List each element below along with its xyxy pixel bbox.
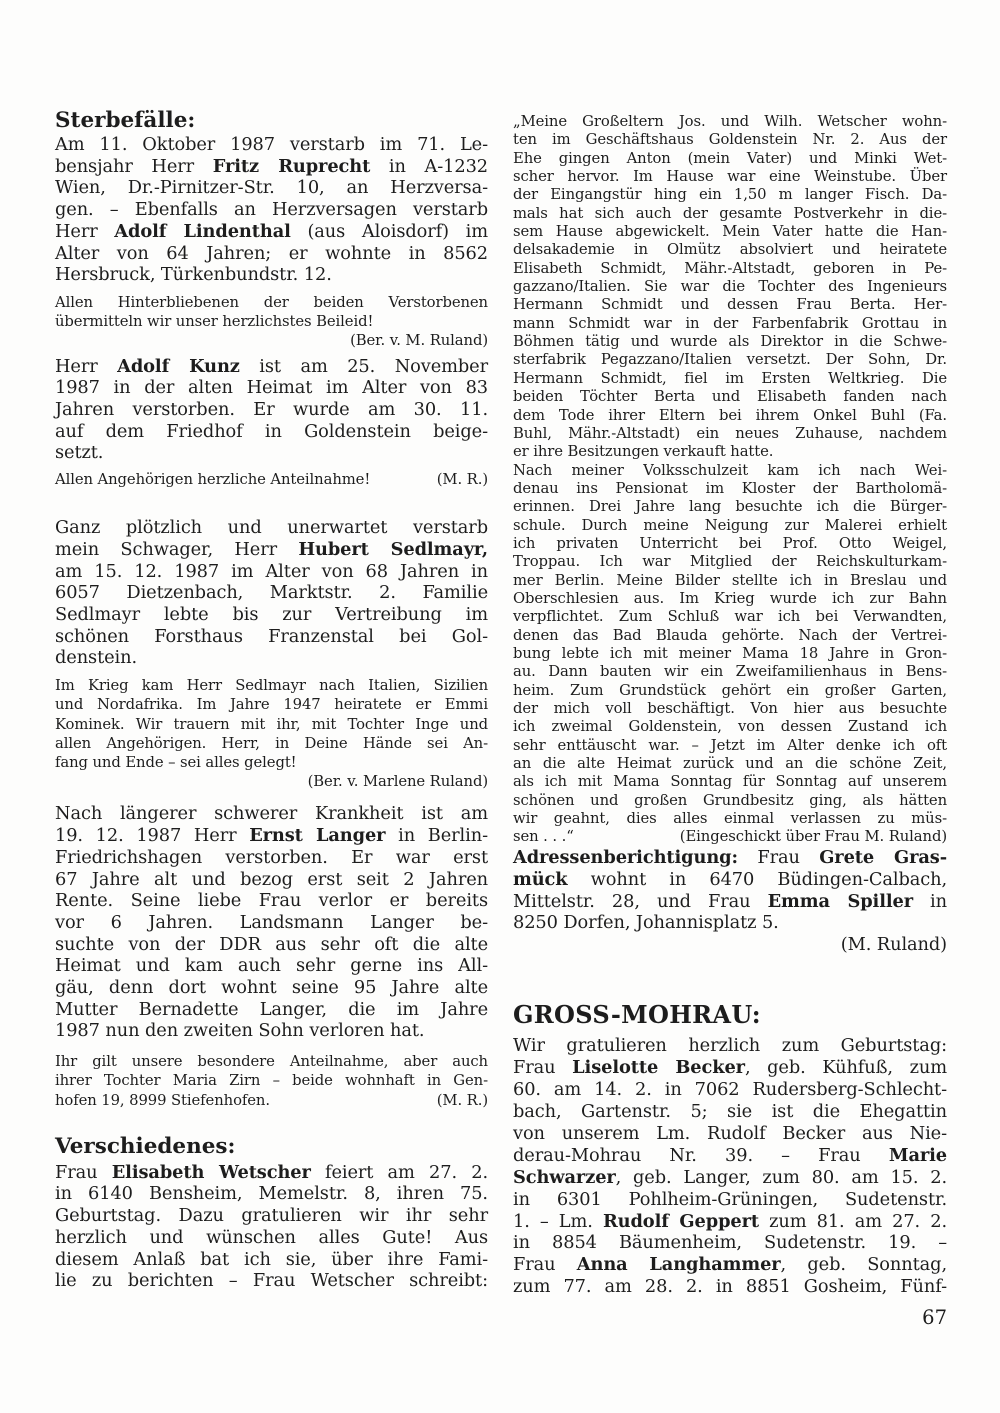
text-line: Allen Hinterbliebenen der beiden Verstorbenen bbox=[55, 293, 488, 311]
sterbefaelle-heading: Sterbefälle: bbox=[55, 108, 196, 133]
text-line bbox=[55, 1091, 488, 1110]
text-line: Im Krieg kam Herr Sedlmayr nach Italien, Sizilien bbox=[55, 677, 488, 695]
line-citation: (Eingeschickt über Frau M. Ruland) bbox=[679, 828, 947, 846]
line-text: Allen Angehörigen herzliche Anteilnahme! bbox=[55, 471, 371, 489]
text-line: dem Tode ihrer Eltern bei ihrem Onkel Buhl (Fa. bbox=[513, 406, 947, 424]
text-line: Alter von 64 Jahren; er wohnte in 8562 bbox=[55, 242, 488, 264]
text-line: denau ins Pensionat im Kloster der Bartholomä- bbox=[513, 479, 947, 497]
text-line: gen. – Ebenfalls an Herzversagen verstarb bbox=[55, 199, 488, 221]
text-line: heim. Zum Grundstück gehört ein großer Garten, bbox=[513, 681, 947, 699]
text-line: Herr Adolf Kunz ist am 25. November bbox=[55, 355, 489, 377]
text-line bbox=[55, 470, 488, 489]
text-line: denstein. bbox=[55, 647, 138, 669]
text-line: schule. Durch meine Neigung zur Malerei erhielt bbox=[513, 516, 947, 534]
obituary-ruprecht-lindenthal bbox=[55, 134, 488, 286]
text-line: herzlich und wünschen alles Gute! Aus bbox=[55, 1226, 488, 1248]
text-line: bensjahr Herr Fritz Ruprecht in A-1232 bbox=[55, 155, 489, 177]
text-line: in 8854 Bäumenheim, Sudetenstr. 19. – bbox=[513, 1232, 947, 1254]
text-line: wir geahnt, dies alles einmal verlassen zu müs- bbox=[513, 810, 947, 828]
obituary-sedlmayr bbox=[55, 517, 488, 669]
text-line: (Ber. v. M. Ruland) bbox=[350, 332, 488, 350]
address-correction-paragraph bbox=[513, 847, 947, 957]
text-line: au. Dann bauten wir ein Zweifamilienhaus in Bens- bbox=[513, 663, 947, 681]
text-line: er ihre Besitzungen verkauft hatte. bbox=[513, 443, 774, 461]
text-line: Troppau. Ich war Mitglied der Reichskulturkam- bbox=[513, 553, 947, 571]
text-line: Frau Anna Langhammer, geb. Sonntag, bbox=[513, 1254, 947, 1276]
text-line: delsakademie in Olmütz absolviert und heiratete bbox=[513, 241, 947, 259]
text-line: derau-Mohrau Nr. 39. – Frau Marie bbox=[513, 1144, 947, 1166]
text-line: 1987 in der alten Heimat im Alter von 83 bbox=[55, 377, 488, 399]
wetscher-birthday-paragraph bbox=[55, 1162, 488, 1292]
text-line: zum 77. am 28. 2. in 8851 Gosheim, Fünf- bbox=[513, 1276, 947, 1298]
text-line: Wien, Dr.-Pirnitzer-Str. 10, an Herzversa- bbox=[55, 177, 488, 199]
text-line: gäu, denn dort wohnt seine 95 Jahre alte bbox=[55, 977, 488, 999]
line-text: hofen 19, 8999 Stiefenhofen. bbox=[55, 1091, 270, 1109]
text-line: Ehe gingen Anton (mein Vater) und Minki Wet- bbox=[513, 149, 947, 167]
text-line: scher hervor. Im Hause war eine Weinstube. Über bbox=[513, 168, 947, 186]
text-line: Ihr gilt unsere besondere Anteilnahme, aber auch bbox=[55, 1053, 488, 1071]
text-line: fang und Ende – sei alles gelegt! bbox=[55, 753, 297, 771]
text-line: Geburtstag. Dazu gratulieren wir ihr sehr bbox=[55, 1205, 488, 1227]
condolence-note-kunz bbox=[55, 470, 488, 489]
text-line: (M. Ruland) bbox=[840, 934, 947, 956]
text-line: Frau Elisabeth Wetscher feiert am 27. 2. bbox=[55, 1161, 488, 1183]
text-line: Oberschlesien aus. Im Krieg wurde ich zur Bahn bbox=[513, 589, 947, 607]
text-line: Friedrichshagen verstorben. Er war erst bbox=[55, 846, 488, 868]
gross-mohrau-birthday-paragraph bbox=[513, 1035, 947, 1298]
wetscher-letter-quote bbox=[513, 113, 947, 847]
text-line: schönen Forsthaus Franzenstal bei Gol- bbox=[55, 625, 488, 647]
text-line: Hermann Schmidt und dessen Frau Berta. Her- bbox=[513, 296, 947, 314]
text-line: sehr enttäuscht war. – Jetzt im Alter denke ich oft bbox=[513, 736, 947, 754]
text-line: auf dem Friedhof in Goldenstein beige- bbox=[55, 420, 488, 442]
text-line: Ganz plötzlich und unerwartet verstarb bbox=[55, 517, 488, 539]
condolence-note-ruland bbox=[55, 293, 488, 351]
text-line: 67 Jahre alt und bezog erst seit 2 Jahren bbox=[55, 868, 488, 890]
text-line: bung lebte ich mit meiner Mama 18 Jahre in Gron- bbox=[513, 644, 947, 662]
text-line: Rente. Seine liebe Frau verlor er bereits bbox=[55, 890, 488, 912]
text-line: denen das Bad Blauda gehörte. Nach der Vertrei- bbox=[513, 626, 947, 644]
text-line: setzt. bbox=[55, 442, 104, 464]
text-line: Am 11. Oktober 1987 verstarb im 71. Le- bbox=[55, 134, 488, 155]
text-line: 19. 12. 1987 Herr Ernst Langer in Berlin- bbox=[55, 825, 488, 847]
text-line bbox=[513, 828, 947, 846]
text-line: Adressenberichtigung: Frau Grete Gras- bbox=[513, 846, 947, 868]
text-line: mück wohnt in 6470 Büdingen-Calbach, bbox=[513, 868, 947, 890]
text-line: Hersbruck, Türkenbundstr. 12. bbox=[55, 264, 332, 286]
text-line: ich zweimal Goldenstein, von dessen Zustand ich bbox=[513, 718, 947, 736]
text-line: 1987 nun den zweiten Sohn verloren hat. bbox=[55, 1020, 425, 1042]
text-line: als ich mit Mama Sonntag für Sonntag auf unserem bbox=[513, 773, 947, 791]
text-line: suchte von der DDR aus sehr oft die alte bbox=[55, 933, 488, 955]
text-line: gazzano/Italien. Sie war die Tochter des Ingenieurs bbox=[513, 278, 947, 296]
text-line: sterfabrik Pegazzano/Italien versetzt. Der Sohn, Dr. bbox=[513, 351, 947, 369]
text-line: Frau Liselotte Becker, geb. Kühfuß, zum bbox=[513, 1057, 947, 1079]
text-line: „Meine Großeltern Jos. und Wilh. Wetscher wohn- bbox=[513, 113, 947, 130]
line-text: sen . . .“ bbox=[513, 828, 574, 846]
text-line: am 15. 12. 1987 im Alter von 68 Jahren in bbox=[55, 560, 488, 582]
text-line: Hermann Schmidt, fiel im Ersten Weltkrieg. Die bbox=[513, 369, 947, 387]
text-line: übermitteln wir unser herzlichstes Beileid! bbox=[55, 313, 374, 331]
line-citation: (M. R.) bbox=[436, 471, 488, 489]
text-line: schönen und großen Grundbesitz ging, als hätten bbox=[513, 791, 947, 809]
text-line: mals hat sich auch der gesamte Postverkehr in die- bbox=[513, 204, 947, 222]
left-column bbox=[55, 108, 488, 1292]
condolence-note-langer bbox=[55, 1052, 488, 1110]
obituary-kunz bbox=[55, 356, 488, 465]
text-line: verpflichtet. Zum Schluß war ich bei Verwandten, bbox=[513, 608, 947, 626]
text-line: ten im Geschäftshaus Goldenstein Nr. 2. Aus der bbox=[513, 131, 947, 149]
text-line: erinnen. Drei Jahre lang besuchte ich die Bürger- bbox=[513, 498, 947, 516]
text-line: 60. am 14. 2. in 7062 Rudersberg-Schlecht- bbox=[513, 1079, 947, 1101]
text-line: Wir gratulieren herzlich zum Geburtstag: bbox=[513, 1035, 947, 1057]
text-line: 6057 Dietzenbach, Marktstr. 2. Familie bbox=[55, 582, 488, 604]
text-line: mein Schwager, Herr Hubert Sedlmayr, bbox=[55, 538, 488, 560]
text-line: vor 6 Jahren. Landsmann Langer be- bbox=[55, 911, 488, 933]
text-line: an die alte Heimat zurück und an die schöne Zeit, bbox=[513, 755, 947, 773]
text-line: beiden Töchter Berta und Elisabeth fanden nach bbox=[513, 388, 947, 406]
line-citation: (M. R.) bbox=[436, 1091, 488, 1109]
text-line: der mich voll beschäftigt. Von hier aus besuchte bbox=[513, 700, 947, 717]
text-line: ihrer Tochter Maria Zirn – beide wohnhaft in Gen- bbox=[55, 1072, 488, 1090]
text-line: Nach längerer schwerer Krankheit ist am bbox=[55, 803, 488, 825]
page-number: 67 bbox=[922, 1306, 947, 1329]
obituary-langer bbox=[55, 803, 488, 1042]
text-line: mer Berlin. Meine Bilder stellte ich in Breslau und bbox=[513, 571, 947, 589]
text-line: Heimat und kam auch sehr gerne ins All- bbox=[55, 955, 488, 977]
text-line: in 6301 Pohlheim-Grüningen, Sudetenstr. bbox=[513, 1188, 947, 1210]
text-line: ich privaten Unterricht bei Prof. Otto Weigel, bbox=[513, 534, 947, 552]
text-line: in 6140 Bensheim, Memelstr. 8, ihren 75. bbox=[55, 1183, 488, 1205]
text-line: bach, Gartenstr. 5; sie ist die Ehegattin bbox=[513, 1101, 947, 1122]
text-line: der Eingangstür hing ein 1,50 m langer Fisch. Da- bbox=[513, 186, 947, 204]
text-line: allen Angehörigen. Herr, in Deine Hände sei An- bbox=[55, 734, 488, 752]
text-line: Buhl, Mähr.-Altstadt) ein neues Zuhause, nachdem bbox=[513, 424, 947, 442]
text-line: Schwarzer, geb. Langer, zum 80. am 15. 2. bbox=[513, 1166, 947, 1188]
text-line: Herr Adolf Lindenthal (aus Aloisdorf) im bbox=[55, 220, 488, 242]
text-line: Elisabeth Schmidt, Mähr.-Altstadt, geboren in Pe- bbox=[513, 259, 947, 277]
text-line: lie zu berichten – Frau Wetscher schreibt: bbox=[55, 1270, 488, 1292]
text-line: von unserem Lm. Rudolf Becker aus Nie- bbox=[513, 1122, 947, 1144]
text-line: und Nordafrika. Im Jahre 1947 heiratete er Emmi bbox=[55, 696, 488, 714]
text-line: sem Hause abgewickelt. Mein Vater hatte die Han- bbox=[513, 223, 947, 241]
text-line: (Ber. v. Marlene Ruland) bbox=[307, 773, 488, 791]
gross-mohrau-heading: GROSS-MOHRAU: bbox=[513, 1000, 761, 1030]
text-line: Nach meiner Volksschulzeit kam ich nach Wei- bbox=[513, 461, 947, 479]
text-line: diesem Anlaß bat ich sie, über ihre Fami- bbox=[55, 1248, 488, 1270]
text-line: Jahren verstorben. Er wurde am 30. 11. bbox=[55, 398, 488, 420]
text-line: Mutter Bernadette Langer, die im Jahre bbox=[55, 998, 488, 1020]
condolence-note-sedlmayr bbox=[55, 676, 488, 791]
verschiedenes-heading: Verschiedenes: bbox=[55, 1133, 236, 1159]
text-line: Mittelstr. 28, und Frau Emma Spiller in bbox=[513, 890, 947, 912]
right-column bbox=[513, 113, 947, 1298]
text-line: Böhmen tätig und wurde als Direktor in die Schwe- bbox=[513, 333, 947, 351]
text-line: Sedlmayr lebte bis zur Vertreibung im bbox=[55, 604, 488, 626]
text-line: 8250 Dorfen, Johannisplatz 5. bbox=[513, 912, 779, 934]
text-line: mann Schmidt war in der Farbenfabrik Grottau in bbox=[513, 314, 947, 332]
text-line: 1. – Lm. Rudolf Geppert zum 81. am 27. 2. bbox=[513, 1210, 947, 1232]
text-line: Kominek. Wir trauern mit ihr, mit Tochter Inge und bbox=[55, 715, 488, 733]
